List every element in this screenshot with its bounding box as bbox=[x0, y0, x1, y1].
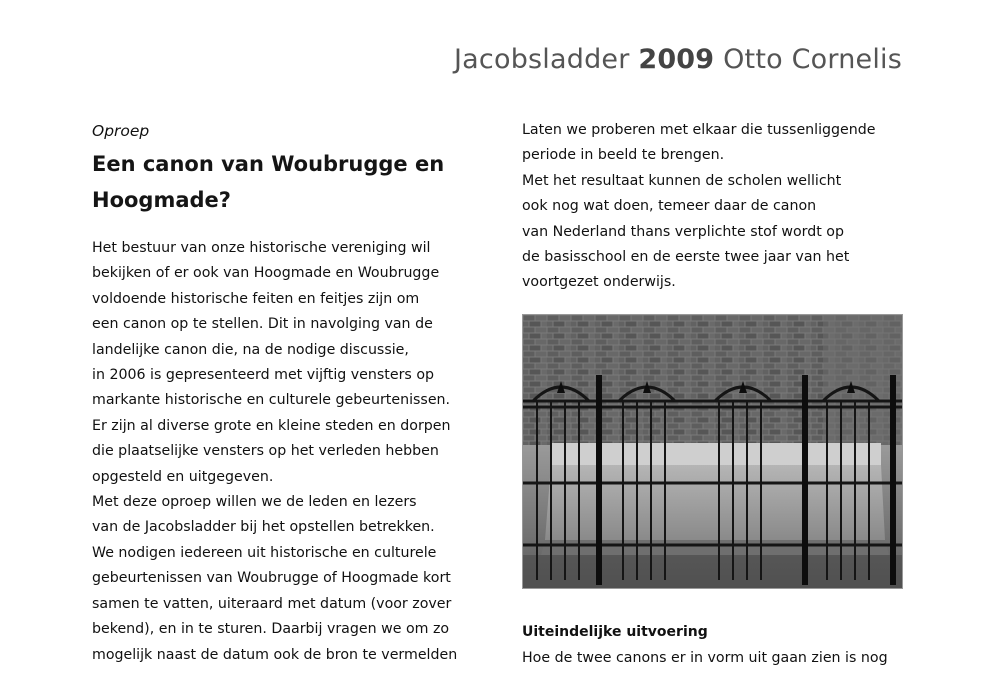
body-line: Met deze oproep willen we de leden en lezers bbox=[92, 494, 417, 511]
right-column bbox=[522, 118, 922, 296]
article-title-line-1: Een canon van Woubrugge en bbox=[92, 152, 445, 176]
body-line: Het bestuur van onze historische vereniging wil bbox=[92, 240, 431, 256]
body-line: Er zijn al diverse grote en kleine steden en dorpen bbox=[92, 417, 451, 434]
body-line: samen te vatten, uiteraard met datum (voor zover bbox=[92, 595, 452, 612]
body-line: van de Jacobsladder bij het opstellen betrekken. bbox=[92, 519, 435, 536]
body-line: voortgezet onderwijs. bbox=[522, 274, 676, 291]
left-column bbox=[92, 118, 492, 668]
body-line: Laten we proberen met elkaar die tussenliggende bbox=[522, 122, 876, 138]
body-line: opgesteld en uitgegeven. bbox=[92, 468, 274, 485]
body-line: mogelijk naast de datum ook de bron te vermelden bbox=[92, 646, 458, 663]
body-line: bekijken of er ook van Hoogmade en Woubrugge bbox=[92, 265, 440, 282]
body-line: van Nederland thans verplichte stof wordt op bbox=[522, 223, 844, 240]
body-line: markante historische en culturele gebeurtenissen. bbox=[92, 392, 451, 409]
grave-fence-photo bbox=[522, 314, 903, 589]
body-line: een canon op te stellen. Dit in navolging van de bbox=[92, 316, 433, 333]
page-header bbox=[454, 44, 902, 75]
left-body-text bbox=[92, 236, 492, 668]
article-title bbox=[92, 146, 492, 218]
article-title-line-2: Hoogmade? bbox=[92, 188, 231, 212]
header-year: 2009 bbox=[638, 44, 715, 75]
body-line: periode in beeld te brengen. bbox=[522, 147, 725, 164]
body-line: Met het resultaat kunnen de scholen wellicht bbox=[522, 172, 842, 189]
body-line: landelijke canon die, na de nodige discussie, bbox=[92, 341, 409, 358]
photo-image bbox=[523, 315, 903, 589]
body-line: gebeurtenissen van Woubrugge of Hoogmade kort bbox=[92, 570, 451, 587]
header-publication: Jacobsladder bbox=[454, 44, 630, 75]
body-line: We nodigen iedereen uit historische en culturele bbox=[92, 544, 437, 561]
article-kicker: Oproep bbox=[92, 122, 150, 140]
body-line: die plaatselijke vensters op het verleden hebben bbox=[92, 443, 439, 460]
subheading-text: Hoe de twee canons er in vorm uit gaan zien is nog bbox=[522, 650, 888, 666]
body-line: de basisschool en de eerste twee jaar van het bbox=[522, 249, 850, 266]
header-author: Otto Cornelis bbox=[723, 44, 902, 75]
body-line: voldoende historische feiten en feitjes zijn om bbox=[92, 290, 420, 307]
body-line: in 2006 is gepresenteerd met vijftig vensters op bbox=[92, 367, 435, 384]
subheading: Uiteindelijke uitvoering bbox=[522, 624, 708, 640]
body-line: bekend), en in te sturen. Daarbij vragen we om zo bbox=[92, 621, 450, 638]
right-body-text bbox=[522, 118, 922, 296]
body-line: ook nog wat doen, temeer daar de canon bbox=[522, 198, 817, 215]
